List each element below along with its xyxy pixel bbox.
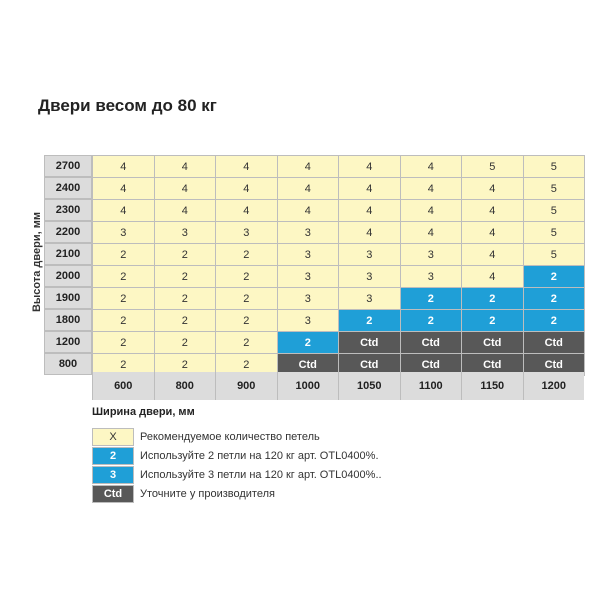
table-cell: 3 — [338, 265, 401, 288]
table-cell: 4 — [215, 177, 278, 200]
legend-text: Используйте 3 петли на 120 кг арт. OTL0400%.. — [140, 469, 382, 481]
table-cell: 3 — [400, 265, 463, 288]
table-cell: Ctd — [461, 353, 524, 376]
table-cell: 5 — [523, 199, 586, 222]
table-cell: 4 — [92, 177, 155, 200]
table-cell: 2 — [400, 309, 463, 332]
table-cell: Ctd — [461, 331, 524, 354]
table-cell: 5 — [523, 155, 586, 178]
table-cell: 3 — [400, 243, 463, 266]
table-cell: Ctd — [523, 331, 586, 354]
table-cell: 2 — [461, 287, 524, 310]
legend-swatch: X — [92, 428, 134, 446]
column-header-1000: 1000 — [277, 372, 339, 400]
table-cell: 4 — [400, 155, 463, 178]
table-cell: 2 — [215, 243, 278, 266]
table-cell: 4 — [277, 199, 340, 222]
table-cell: 4 — [215, 155, 278, 178]
table-cell: 2 — [338, 309, 401, 332]
legend-text: Используйте 2 петли на 120 кг арт. OTL0400%. — [140, 450, 379, 462]
row-label-1900: 1900 — [44, 287, 92, 309]
table-cell: 2 — [215, 353, 278, 376]
table-cell: Ctd — [523, 353, 586, 376]
width-header-row — [92, 372, 584, 398]
row-label-2200: 2200 — [44, 221, 92, 243]
table-cell: 2 — [92, 331, 155, 354]
table-cell: 2 — [215, 331, 278, 354]
row-label-1800: 1800 — [44, 309, 92, 331]
table-cell: 4 — [461, 199, 524, 222]
table-cell: 3 — [277, 265, 340, 288]
table-cell: 4 — [154, 177, 217, 200]
table-cell: 3 — [215, 221, 278, 244]
table-cell: 2 — [92, 265, 155, 288]
table-cell: 2 — [92, 353, 155, 376]
table-cell: 2 — [154, 243, 217, 266]
table-cell: 5 — [523, 221, 586, 244]
table-cell: 3 — [154, 221, 217, 244]
column-header-1100: 1100 — [400, 372, 462, 400]
table-cell: 2 — [523, 309, 586, 332]
table-cell: 4 — [400, 177, 463, 200]
table-cell: 3 — [338, 243, 401, 266]
table-cell: 2 — [277, 331, 340, 354]
legend-swatch: 2 — [92, 447, 134, 465]
column-header-800: 800 — [154, 372, 216, 400]
table-cell: 2 — [92, 309, 155, 332]
row-label-800: 800 — [44, 353, 92, 375]
table-cell: 3 — [277, 287, 340, 310]
y-axis-label: Высота двери, мм — [31, 211, 43, 313]
table-cell: 2 — [154, 265, 217, 288]
table-cell: 2 — [154, 309, 217, 332]
table-cell: 2 — [461, 309, 524, 332]
legend-swatch: 3 — [92, 466, 134, 484]
column-header-1200: 1200 — [523, 372, 585, 400]
hinge-table — [44, 155, 584, 375]
table-cell: 3 — [338, 287, 401, 310]
table-cell: 2 — [92, 243, 155, 266]
table-cell: Ctd — [400, 353, 463, 376]
row-label-2300: 2300 — [44, 199, 92, 221]
table-cell: Ctd — [338, 331, 401, 354]
table-cell: 2 — [154, 287, 217, 310]
table-cell: 4 — [154, 155, 217, 178]
table-cell: Ctd — [338, 353, 401, 376]
row-label-2400: 2400 — [44, 177, 92, 199]
row-label-1200: 1200 — [44, 331, 92, 353]
table-cell: 3 — [92, 221, 155, 244]
table-cell: 4 — [277, 155, 340, 178]
row-label-2000: 2000 — [44, 265, 92, 287]
table-cell: 5 — [461, 155, 524, 178]
table-cell: 4 — [154, 199, 217, 222]
table-cell: 2 — [92, 287, 155, 310]
table-cell: Ctd — [400, 331, 463, 354]
row-label-2700: 2700 — [44, 155, 92, 177]
table-cell: 4 — [338, 221, 401, 244]
column-header-1150: 1150 — [461, 372, 523, 400]
table-cell: 5 — [523, 243, 586, 266]
table-cell: 4 — [338, 155, 401, 178]
table-cell: 2 — [215, 309, 278, 332]
table-cell: 3 — [277, 309, 340, 332]
table-cell: 4 — [338, 177, 401, 200]
legend-text: Рекомендуемое количество петель — [140, 431, 320, 443]
table-cell: Ctd — [277, 353, 340, 376]
table-cell: 4 — [215, 199, 278, 222]
table-cell: 2 — [215, 287, 278, 310]
page-title: Двери весом до 80 кг — [38, 96, 217, 115]
legend-swatch: Ctd — [92, 485, 134, 503]
table-cell: 3 — [277, 221, 340, 244]
table-cell: 2 — [523, 287, 586, 310]
table-cell: 4 — [400, 199, 463, 222]
table-cell: 2 — [154, 331, 217, 354]
table-cell: 4 — [277, 177, 340, 200]
table-cell: 5 — [523, 177, 586, 200]
table-cell: 3 — [277, 243, 340, 266]
legend-text: Уточните у производителя — [140, 488, 275, 500]
table-cell: 2 — [400, 287, 463, 310]
table-cell: 4 — [461, 177, 524, 200]
table-cell: 4 — [461, 265, 524, 288]
table-cell: 4 — [400, 221, 463, 244]
table-cell: 4 — [461, 243, 524, 266]
table-cell: 2 — [154, 353, 217, 376]
table-cell: 4 — [92, 199, 155, 222]
table-cell: 2 — [215, 265, 278, 288]
row-label-2100: 2100 — [44, 243, 92, 265]
table-cell: 2 — [523, 265, 586, 288]
x-axis-label: Ширина двери, мм — [92, 406, 195, 418]
table-cell: 4 — [338, 199, 401, 222]
table-cell: 4 — [92, 155, 155, 178]
table-cell: 4 — [461, 221, 524, 244]
column-header-1050: 1050 — [338, 372, 400, 400]
column-header-600: 600 — [92, 372, 154, 400]
column-header-900: 900 — [215, 372, 277, 400]
